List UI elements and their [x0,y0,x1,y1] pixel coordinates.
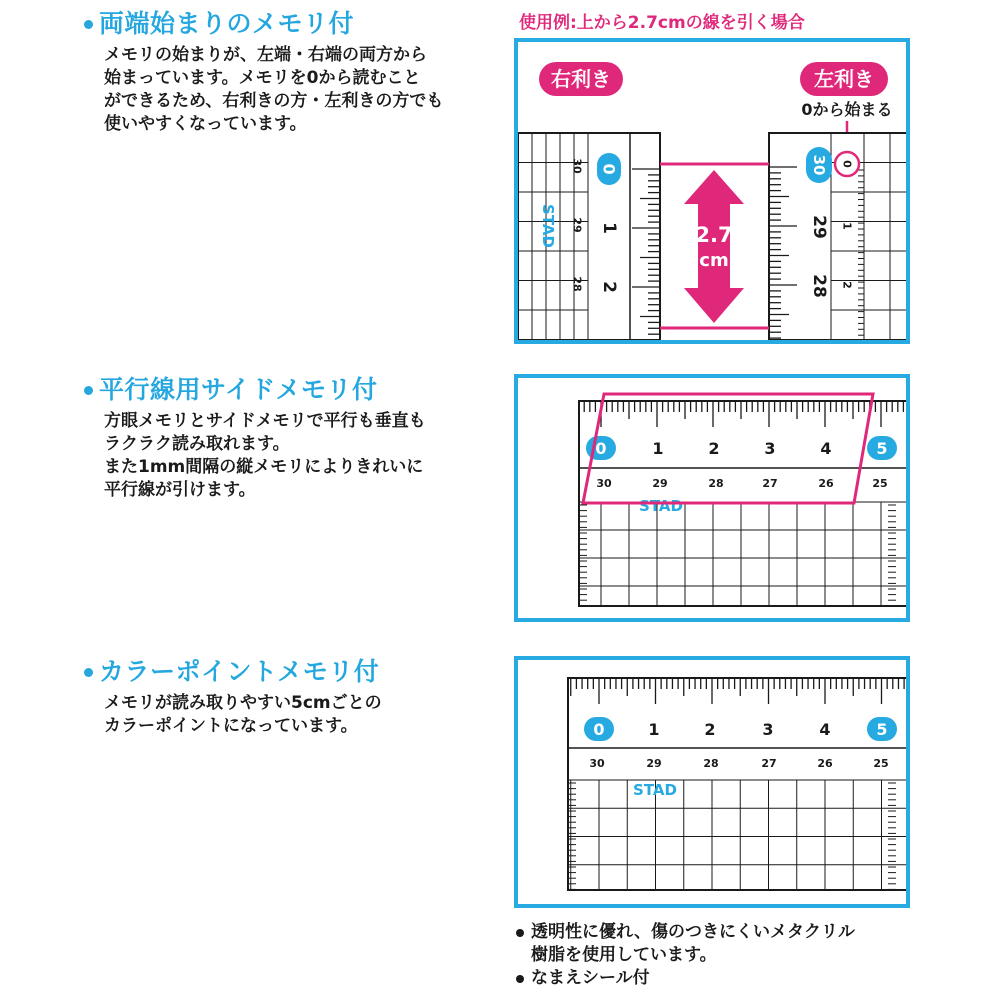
bullet-icon [516,975,524,983]
feature-side-scale [84,374,494,502]
side-number: 25 [873,757,889,770]
bullet-icon [84,386,93,395]
scale-number: 3 [762,720,774,739]
scale-number: 3 [764,439,776,458]
product-notes [516,921,936,990]
color-point-panel [514,656,910,908]
zero-point-label: 0 [595,439,607,458]
zero-point-label: 0 [599,163,619,175]
side-number: 30 [596,477,612,490]
note-line: 透明性に優れ、傷のつきにくいメタクリル [531,922,856,942]
bullet-icon [516,929,524,937]
thirty-point-label: 30 [810,154,828,176]
feature-description [84,44,494,136]
scale-number: 29 [809,215,829,239]
side-number: 30 [589,757,605,770]
left-ruler [518,133,660,340]
feature-color-point [84,656,494,738]
description-line: メモリの始まりが、左端・右端の両方から [104,45,427,65]
bullet-icon [84,20,93,29]
bullet-icon [84,668,93,677]
right-hand-label: 右利き [551,67,611,91]
description-line: メモリが読み取りやすい5cmごとの [104,693,382,713]
mini-number: 2 [840,281,854,289]
description-line: ができるため、右利きの方・左利きの方でも [104,91,444,111]
description-line: 平行線が引けます。 [104,480,256,500]
feature-title: カラーポイントメモリ付 [99,657,380,686]
description-line: 方眼メモリとサイドメモリで平行も垂直も [104,411,426,431]
mini-number: 0 [840,160,854,168]
measure-unit: cm [699,250,729,271]
mini-number: 1 [840,222,854,230]
side-number: 28 [708,477,724,490]
description-line: ラクラク読み取れます。 [104,434,290,454]
description-line: 始まっています。メモリを0から読むこと [104,68,421,88]
five-point-label: 5 [876,439,888,458]
side-number: 27 [761,757,777,770]
example-caption: 使用例:上から2.7cmの線を引く場合 [519,13,805,33]
scale-number: 2 [704,720,716,739]
scale-number: 28 [809,274,829,298]
note-line: 樹脂を使用しています。 [531,945,717,965]
side-number: 26 [818,477,834,490]
measure-value: 2.7 [695,223,733,247]
scale-number: 2 [599,281,619,293]
scale-number: 4 [819,720,831,739]
description-line: また1mm間隔の縦メモリによりきれいに [104,457,424,477]
brand-logo: STAD [539,204,557,248]
side-number: 30 [570,158,584,174]
feature-title: 両端始まりのメモリ付 [99,9,355,38]
side-number: 25 [872,477,888,490]
feature-title: 平行線用サイドメモリ付 [99,375,378,404]
side-number: 27 [762,477,778,490]
side-number: 29 [570,217,584,233]
ruler-body [568,678,906,890]
color-point-illustration [518,660,906,904]
scale-number: 1 [648,720,660,739]
description-line: 使いやすくなっています。 [104,114,307,134]
description-line: カラーポイントになっています。 [104,716,358,736]
note-item [516,921,936,967]
usage-example-panel [514,38,910,344]
side-number: 29 [646,757,662,770]
side-scale-panel [514,374,910,622]
note-line: なまえシール付 [531,968,650,988]
right-ruler [769,133,906,340]
brand-logo: STAD [633,781,677,799]
scale-number: 1 [652,439,664,458]
zero-point-label: 0 [593,720,605,739]
usage-example-illustration [518,42,906,340]
scale-number: 4 [820,439,832,458]
scale-number: 1 [599,222,619,234]
side-number: 28 [703,757,719,770]
brand-logo: STAD [639,497,683,515]
feature-description [84,410,494,502]
scale-number: 2 [708,439,720,458]
side-number: 28 [570,276,584,292]
side-scale-illustration [518,378,906,618]
note-item [516,967,936,990]
ruler [568,678,906,890]
side-number: 29 [652,477,668,490]
feature-both-end-scale [84,8,494,136]
side-number: 26 [817,757,833,770]
feature-description [84,692,494,738]
five-point-label: 5 [876,720,888,739]
left-hand-label: 左利き [814,67,874,91]
start-note: 0から始まる [801,100,893,119]
